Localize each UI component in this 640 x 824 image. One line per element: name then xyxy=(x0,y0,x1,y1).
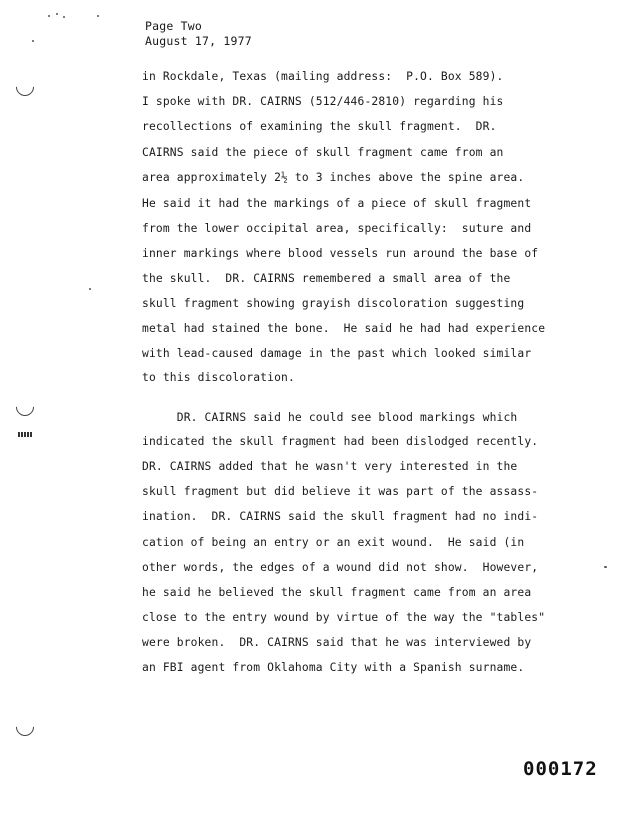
text-line: skull fragment but did believe it was part of the assass- xyxy=(142,485,539,498)
text-line: recollections of examining the skull fragment. DR. xyxy=(142,120,497,133)
text-line: other words, the edges of a wound did not show. However, xyxy=(142,561,539,574)
text-line: He said it had the markings of a piece of skull fragment xyxy=(142,197,532,210)
binder-hole-mark xyxy=(12,74,37,99)
text-line: inner markings where blood vessels run around the base of xyxy=(142,247,539,260)
text-line: he said he believed the skull fragment came from an area xyxy=(142,586,532,599)
binder-hole-mark xyxy=(12,394,37,419)
scan-speck xyxy=(32,40,34,42)
text-line: to this discoloration. xyxy=(142,371,295,384)
text-line: DR. CAIRNS added that he wasn't very interested in the xyxy=(142,460,518,473)
page-label: Page Two xyxy=(145,19,202,33)
scan-speck xyxy=(48,15,50,17)
text-line: area approximately 2½ to 3 inches above the spine area. xyxy=(142,171,525,184)
scan-speck xyxy=(97,15,99,17)
scan-speck xyxy=(63,16,65,18)
scan-speck xyxy=(604,566,607,568)
text-line: close to the entry wound by virtue of the way the "tables" xyxy=(142,611,546,624)
page-date: August 17, 1977 xyxy=(145,34,252,48)
text-line: were broken. DR. CAIRNS said that he was interviewed by xyxy=(142,636,532,649)
text-line: I spoke with DR. CAIRNS (512/446-2810) regarding his xyxy=(142,95,504,108)
text-line: an FBI agent from Oklahoma City with a Spanish surname. xyxy=(142,661,525,674)
text-line: indicated the skull fragment had been dislodged recently. xyxy=(142,435,539,448)
text-line: ination. DR. CAIRNS said the skull fragment had no indi- xyxy=(142,510,539,523)
text-line: in Rockdale, Texas (mailing address: P.O. Box 589). xyxy=(142,70,504,83)
document-number-stamp: 000172 xyxy=(523,758,598,780)
binder-hole-mark xyxy=(12,714,37,739)
text-line: skull fragment showing grayish discoloration suggesting xyxy=(142,297,525,310)
text-line: with lead-caused damage in the past which looked similar xyxy=(142,347,532,360)
text-line: cation of being an entry or an exit wound. He said (in xyxy=(142,536,525,549)
page-header xyxy=(145,19,252,49)
scan-speck xyxy=(56,13,58,15)
text-line: CAIRNS said the piece of skull fragment came from an xyxy=(142,146,504,159)
scan-speck xyxy=(89,288,91,290)
text-line: the skull. DR. CAIRNS remembered a small area of the xyxy=(142,272,511,285)
text-line: DR. CAIRNS said he could see blood markings which xyxy=(142,411,518,424)
text-line: metal had stained the bone. He said he had had experience xyxy=(142,322,546,335)
text-line: from the lower occipital area, specifically: suture and xyxy=(142,222,532,235)
margin-mark xyxy=(18,432,32,437)
